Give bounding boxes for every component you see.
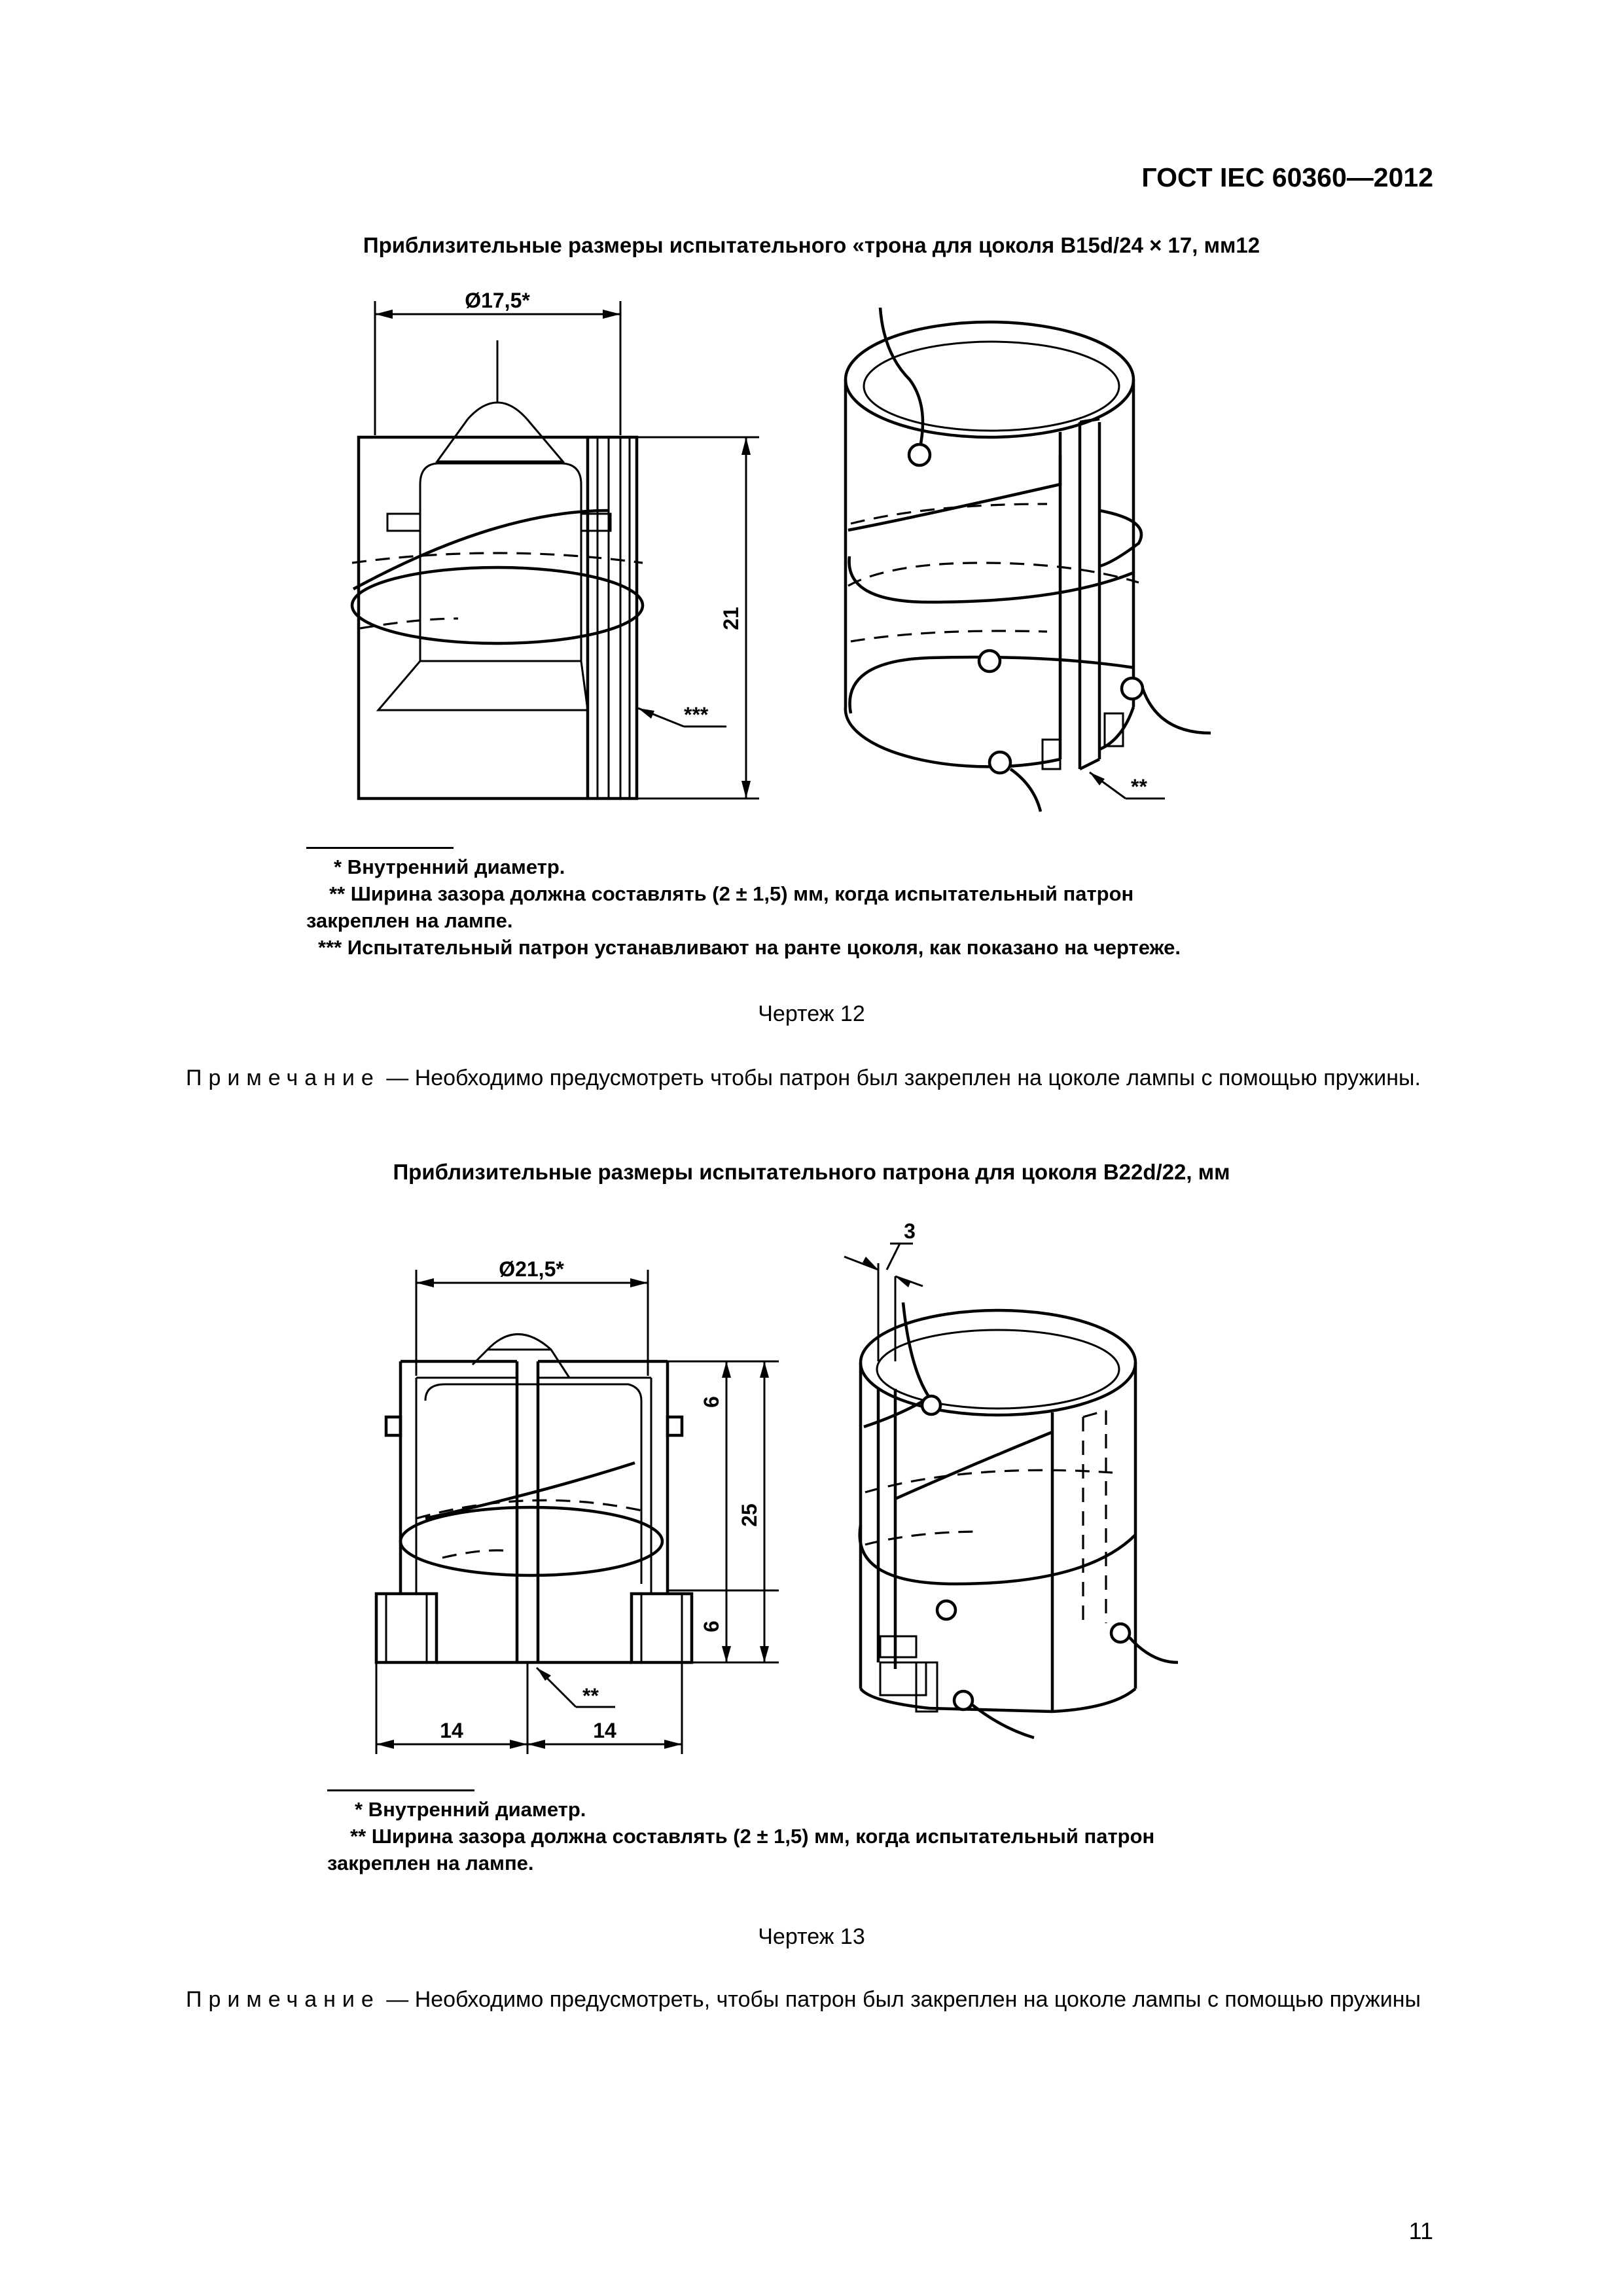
fig13-gap-dim: 3 (904, 1219, 916, 1243)
fig13-right-width-dim: 14 (593, 1719, 616, 1742)
fig13-footnote-2-cont: закреплен на лампе. (327, 1852, 534, 1874)
fig12-note-label: Примечание (186, 1066, 380, 1090)
fig12-footnote-2-cont: закреплен на лампе. (306, 909, 513, 932)
figure-12-note (118, 1062, 1440, 1094)
fig13-footnote-rule (327, 1789, 474, 1791)
fig13-front-view (376, 1257, 779, 1754)
figure-13-caption: Приблизительные размеры испытательного патрона для цоколя B22d/22, мм (393, 1160, 1230, 1184)
fig13-mid-dim: 25 (738, 1503, 761, 1527)
fig12-note-text: — Необходимо предусмотреть чтобы патрон был закреплен на цоколе лампы с помощью пружины. (380, 1066, 1421, 1090)
fig13-footnote-1: * Внутренний диаметр. (355, 1798, 586, 1821)
fig12-footnote-3: *** Испытательный патрон устанавливают на ранте цоколя, как показано на чертеже. (318, 936, 1181, 959)
fig13-perspective-view (844, 1219, 1178, 1738)
fig13-bottom-dim: 6 (700, 1621, 723, 1632)
figure-12-caption: Приблизительные размеры испытательного «трона для цоколя B15d/24 × 17, мм12 (363, 233, 1260, 257)
fig13-two-star-mark: ** (582, 1684, 599, 1708)
figure-12-label: Чертеж 12 (758, 1001, 865, 1026)
fig12-diameter-dim: Ø17,5* (465, 289, 530, 312)
fig12-three-star-mark: *** (684, 703, 709, 726)
standard-header: ГОСТ IEC 60360—2012 (1141, 162, 1433, 192)
page-number: 11 (1408, 2217, 1433, 2244)
fig12-front-view (352, 289, 759, 798)
fig13-footnote-2: ** Ширина зазора должна составлять (2 ± 1,5) мм, когда испытательный патрон (350, 1825, 1155, 1848)
figure-13-label: Чертеж 13 (758, 1924, 865, 1949)
fig13-diameter-dim: Ø21,5* (499, 1257, 564, 1281)
fig13-top-dim: 6 (700, 1396, 723, 1408)
figure-13-note (118, 1983, 1440, 2016)
fig13-left-width-dim: 14 (440, 1719, 463, 1742)
fig12-footnote-rule (306, 847, 454, 849)
fig12-two-star-mark: ** (1131, 775, 1147, 798)
fig12-perspective-view (846, 308, 1211, 812)
fig12-footnote-1: * Внутренний диаметр. (334, 855, 565, 878)
figure-12-drawing (0, 288, 1623, 825)
fig13-note-text: — Необходимо предусмотреть, чтобы патрон был закреплен на цоколе лампы с помощью пружины (380, 1987, 1421, 2012)
fig12-height-dim: 21 (719, 607, 743, 630)
figure-13-drawing (0, 1204, 1623, 1780)
fig13-note-label: Примечание (186, 1987, 380, 2012)
fig12-footnote-2: ** Ширина зазора должна составлять (2 ± 1,5) мм, когда испытательный патрон (329, 882, 1134, 905)
